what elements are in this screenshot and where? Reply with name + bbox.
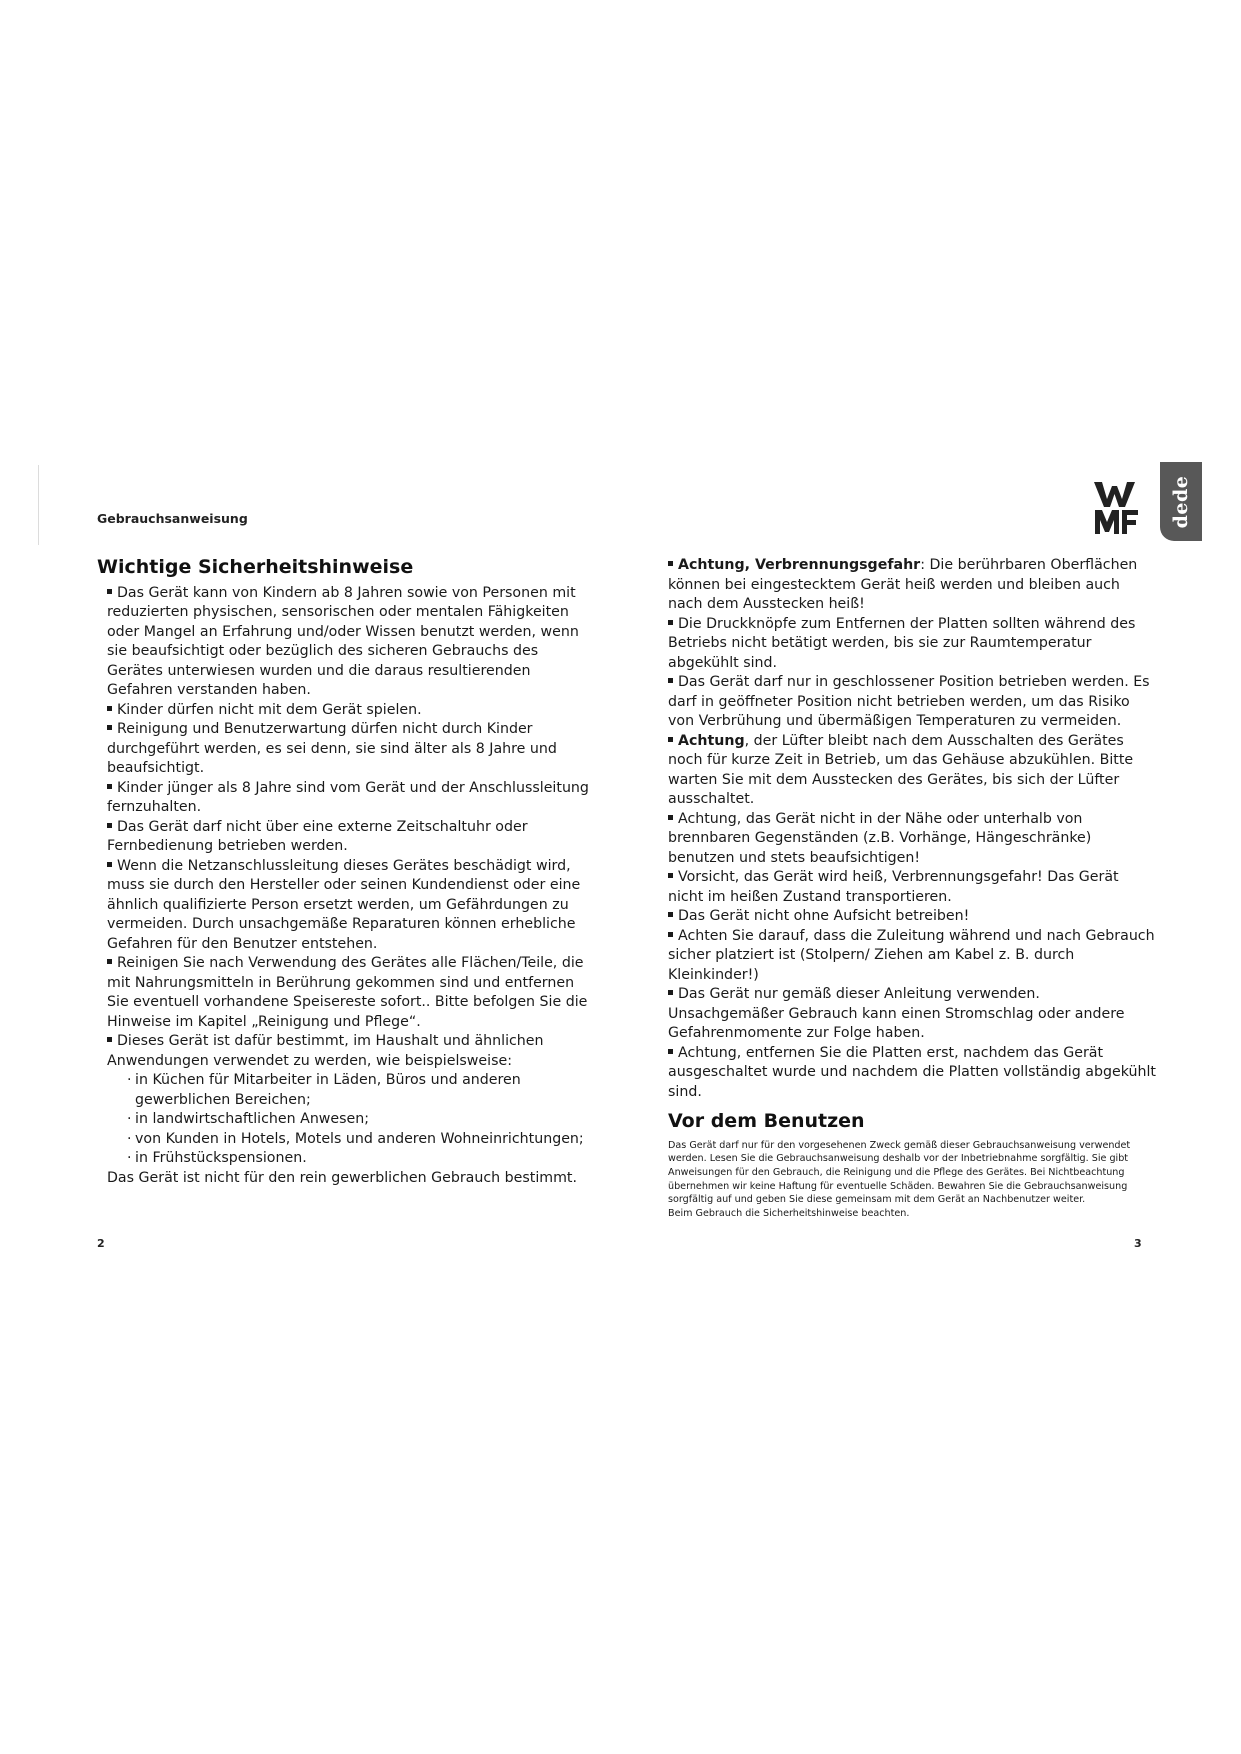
bullet-icon [107,589,112,594]
safety-item: Das Gerät nur gemäß dieser Anleitung verwenden. Unsachgemäßer Gebrauch kann einen Stromschlag oder andere Gefahrenmomente zur Folge haben. [668,986,1125,1041]
bullet-icon [668,678,673,683]
safety-item: Dieses Gerät ist dafür bestimmt, im Haushalt und ähnlichen Anwendungen verwendet zu werden, wie beispielsweise: [107,1033,544,1069]
left-column [97,556,597,1188]
page-number-right: 3 [1134,1237,1142,1250]
safety-item: Reinigen Sie nach Verwendung des Gerätes alle Flächen/Teile, die mit Nahrungsmitteln in Berührung gekommen sind und entfernen Sie eventuell vorhandene Speisereste sofort.. Bitte befolgen Sie die Hinweise im Kapitel „Reinigung und Pflege“. [107,955,588,1030]
usage-subitem: · von Kunden in Hotels, Motels und anderen Wohneinrichtungen; [127,1130,584,1147]
bullet-icon [107,784,112,789]
before-use-note: Beim Gebrauch die Sicherheitshinweise beachten. [668,1207,910,1219]
usage-subitem: · in landwirtschaftlichen Anwesen; [127,1111,370,1128]
bullet-icon [668,990,673,995]
usage-subitem: · in Küchen für Mitarbeiter in Läden, Büros und anderen gewerblichen Bereichen; [127,1072,521,1108]
safety-item: Das Gerät darf nicht über eine externe Zeitschaltuhr oder Fernbedienung betrieben werden. [107,818,528,855]
safety-item: Achtung, entfernen Sie die Platten erst, nachdem das Gerät ausgeschaltet wurde und nachdem die Platten vollständig abgekühlt sind. [668,1044,1156,1100]
bullet-icon [107,823,112,828]
language-tab-label: dede [1170,475,1192,528]
bullet-icon [668,1049,673,1054]
right-column [668,556,1158,1220]
bullet-icon [107,959,112,964]
wmf-logo [1094,480,1140,536]
usage-closing-note: Das Gerät ist nicht für den rein gewerblichen Gebrauch bestimmt. [107,1169,578,1186]
before-use-heading: Vor dem Benutzen [668,1110,865,1132]
bullet-icon [668,873,673,878]
bullet-icon [668,815,673,820]
safety-item: Vorsicht, das Gerät wird heiß, Verbrennungsgefahr! Das Gerät nicht im heißen Zustand transportieren. [668,869,1119,905]
safety-item: Die Druckknöpfe zum Entfernen der Platten sollten während des Betriebs nicht betätigt werden, bis sie zur Raumtemperatur abgekühlt sind. [668,615,1136,671]
safety-item: Das Gerät darf nur in geschlossener Position betrieben werden. Es darf in geöffneter Position nicht betrieben werden, um das Risiko von Verbrühung und übermäßigen Temperaturen zu vermeiden. [668,674,1150,729]
safety-item: Das Gerät nicht ohne Aufsicht betreiben! [668,907,1158,927]
bullet-icon [668,737,673,742]
safety-item: Das Gerät kann von Kindern ab 8 Jahren sowie von Personen mit reduzierten physischen, sensorischen oder mentalen Fähigkeiten oder Mangel an Erfahrung und/oder Wissen benutzt werden, wenn sie beaufsichtigt oder bezüglich des sicheren Gebrauchs des Gerätes unterwiesen wurden und die daraus resultierenden Gefahren verstanden haben. [107,584,579,699]
safety-item: Achtung, der Lüfter bleibt nach dem Ausschalten des Gerätes noch für kurze Zeit in Betrieb, um das Gehäuse abzukühlen. Bitte warten Sie mit dem Ausstecken des Gerätes, bis sich der Lüfter ausschaltet. [668,732,1134,807]
usage-subitem: · in Frühstückspensionen. [127,1150,307,1167]
safety-list [97,584,597,1189]
safety-item: Kinder dürfen nicht mit dem Gerät spielen. [107,701,597,721]
before-use-text: Das Gerät darf nur für den vorgesehenen Zweck gemäß dieser Gebrauchsanweisung verwendet werden. Lesen Sie die Gebrauchsanweisung deshalb vor der Inbetriebnahme sorgfältig. Sie gibt Anweisungen für den Gebrauch, die Reinigung und die Pflege des Gerätes. Bei Nichtbeachtung übernehmen wir keine Haftung für eventuelle Schäden. Bewahren Sie die Gebrauchsanweisung sorgfältig auf und geben Sie diese gemeinsam mit dem Gerät an Nachbenutzer weiter. [668,1139,1131,1206]
bullet-icon [668,561,673,566]
safety-item: Wenn die Netzanschlussleitung dieses Gerätes beschädigt wird, muss sie durch den Hersteller oder seinen Kundendienst oder eine ähnlich qualifizierte Person ersetzt werden, um Gefährdungen zu vermeiden. Durch unsachgemäße Reparaturen können erhebliche Gefahren für den Benutzer entstehen. [107,857,581,952]
bullet-icon [107,725,112,730]
safety-heading: Wichtige Sicherheitshinweise [97,556,414,578]
bullet-icon [668,932,673,937]
safety-item: Achtung, das Gerät nicht in der Nähe oder unterhalb von brennbaren Gegenständen (z.B. Vorhänge, Hängeschränke) benutzen und stets beaufsichtigen! [668,810,1092,866]
bullet-icon [107,1037,112,1042]
language-tab[interactable] [1160,462,1202,541]
bullet-icon [668,620,673,625]
bullet-icon [668,912,673,917]
safety-item: Achten Sie darauf, dass die Zuleitung während und nach Gebrauch sicher platziert ist (Stolpern/ Ziehen am Kabel z. B. durch Kleinkinder!) [668,927,1155,983]
safety-item: Achtung, Verbrennungsgefahr: Die berührbaren Oberflächen können bei eingestecktem Gerät heiß werden und bleiben auch nach dem Ausstecken heiß! [668,557,1138,612]
bullet-icon [107,862,112,867]
safety-item: Kinder jünger als 8 Jahre sind vom Gerät und der Anschlussleitung fernzuhalten. [107,779,589,816]
bullet-icon [107,706,112,711]
page-edge-line [38,465,39,545]
document-label: Gebrauchsanweisung [97,511,248,526]
page-number-left: 2 [97,1237,105,1250]
safety-item: Reinigung und Benutzerwartung dürfen nicht durch Kinder durchgeführt werden, es sei denn, sie sind älter als 8 Jahre und beaufsichtigt. [107,721,557,777]
